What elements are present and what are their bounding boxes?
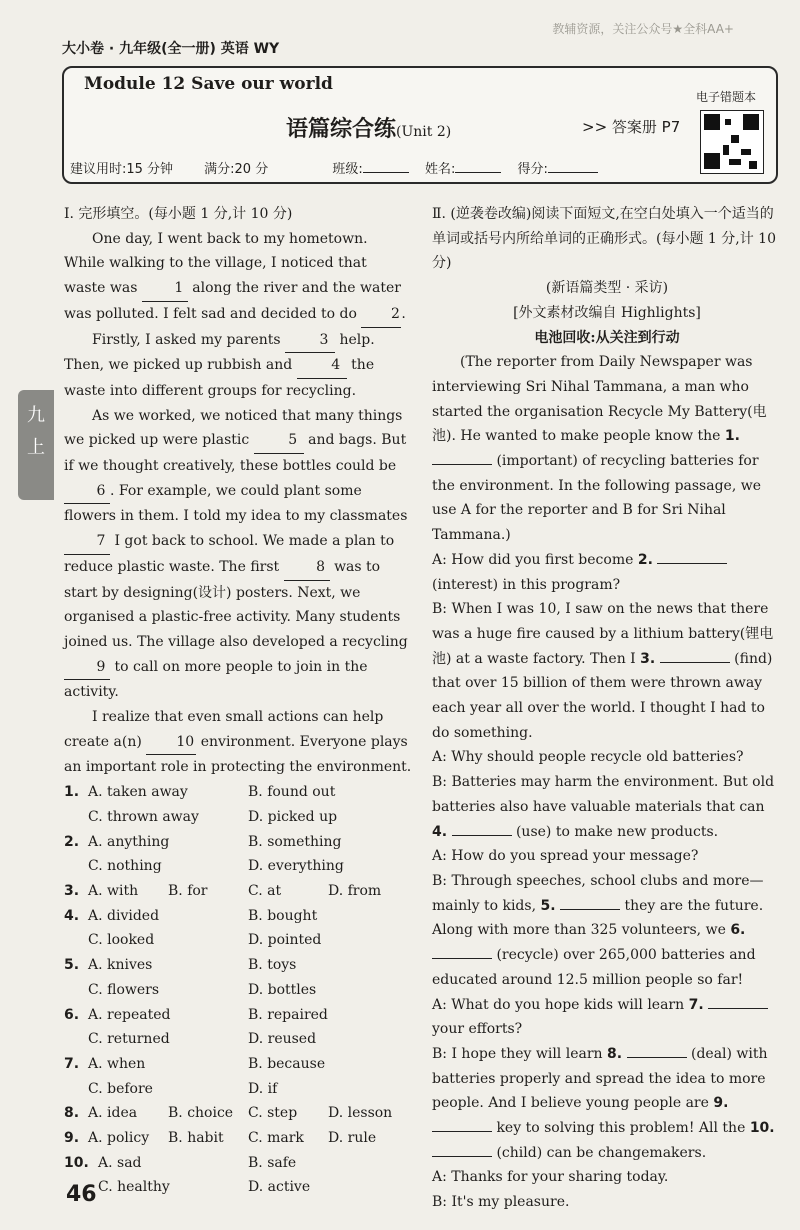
option-row: 2. A. anything B. something	[64, 833, 342, 850]
dialogue-line: B: I hope they will learn 8. (deal) with batteries properly and spread the idea to more people. And I believe young people are 9. key to solving this problem! All the 10. (child) can be changemakers.	[432, 1045, 775, 1161]
dialogue-line: A: Why should people recycle old batteries?	[432, 749, 744, 766]
reading-section	[432, 202, 782, 1215]
dialogue-line: B: Batteries may harm the environment. But old batteries also have valuable materials that can 4. (use) to make new products.	[432, 774, 775, 840]
option-row: 7. A. when B. because	[64, 1055, 326, 1072]
cloze-paragraph-2: Firstly, I asked my parents 3 help. Then, we picked up rubbish and 4 the waste into different groups for recycling.	[64, 328, 412, 404]
option-row: C. before D. if	[88, 1080, 278, 1097]
cloze-heading: Ⅰ. 完形填空。(每小题 1 分,计 10 分)	[64, 206, 293, 222]
cloze-paragraph-3: As we worked, we noticed that many things we picked up were plastic 5 and bags. But if we thought creatively, these bottles could be 6 . For example, we could plant some flowers in them. I told my idea to my classmates 7 I got back to school. We made a plan to reduce plastic waste. The first 8 was to start by designing(设计) posters. Next, we organised a plastic-free activity. Many students joined us. The village also developed a recycling 9 to call on more people to join in the activity.	[64, 407, 408, 701]
option-row: 10. A. sad B. safe	[64, 1154, 297, 1171]
dialogue-line: B: Through speeches, school clubs and more—mainly to kids, 5. they are the future. Along with more than 325 volunteers, we 6. (recycle) over 265,000 batteries and educated around 12.5 million people so far!	[432, 872, 764, 988]
cloze-paragraph-4: I realize that even small actions can help create a(n) 10 environment. Everyone plays an important role in protecting the environment.	[64, 709, 412, 776]
option-row: 1. A. taken away B. found out	[64, 784, 336, 801]
reading-heading: Ⅱ. (逆袭卷改编)阅读下面短文,在空白处填入一个适当的单词或括号内所给单词的正确形式。(每小题 1 分,计 10 分)	[432, 206, 776, 272]
dialogue-line: A: Thanks for your sharing today.	[432, 1169, 669, 1186]
dialogue-line: B: When I was 10, I saw on the news that there was a huge fire caused by a lithium battery(锂电池) at a waste factory. Then I 3. (find) that over 15 billion of them were thrown away each year all over the world. I thought I had to do something.	[432, 601, 774, 741]
option-row: 5. A. knives B. toys	[64, 957, 297, 974]
top-note: 教辅资源，关注公众号★全科AA+	[552, 22, 734, 36]
exam-info: 建议用时:15 分钟 满分:20 分 班级: 姓名: 得分:	[70, 158, 598, 177]
reading-intro: (The reporter from Daily Newspaper was interviewing Sri Nihal Tammana, a man who started the organisation Recycle My Battery(电池). He wanted to make people know the 1. (important) of recycling batteries for the environment. In the following passage, we use A for the reporter and B for Sri Nihal Tammana.)	[432, 354, 767, 544]
cloze-options	[64, 780, 412, 1200]
option-row: 4. A. divided B. bought	[64, 907, 318, 924]
option-row: C. nothing D. everything	[88, 858, 344, 875]
passage-source: [外文素材改编自 Highlights]	[513, 304, 701, 321]
option-row: C. thrown away D. picked up	[88, 808, 338, 825]
dialogue-line: A: How did you first become 2. (interest) in this program?	[432, 548, 782, 597]
grade-side-tab: 九 上	[18, 390, 54, 500]
option-row: C. flowers D. bottles	[88, 981, 317, 998]
cloze-paragraph-1: One day, I went back to my hometown. While walking to the village, I noticed that waste was 1 along the river and the water was polluted. I felt sad and decided to do 2 .	[64, 227, 412, 328]
qr-code[interactable]	[700, 110, 764, 174]
option-row: 8. A. idea B. choice C. step D. lesson	[64, 1105, 393, 1122]
header-box	[62, 66, 778, 184]
dialogue-line: B: It's my pleasure.	[432, 1194, 570, 1211]
passage-title: 电池回收:从关注到行动	[534, 329, 680, 346]
cloze-section	[64, 202, 412, 1200]
qr-label: 电子错题本	[696, 90, 757, 104]
book-title: 大小卷 · 九年级(全一册) 英语 WY	[62, 41, 280, 57]
answer-reference: >> 答案册 P7	[582, 118, 681, 136]
option-row: C. returned D. reused	[88, 1031, 317, 1048]
passage-type: (新语篇类型 · 采访)	[545, 280, 669, 297]
option-row: 6. A. repeated B. repaired	[64, 1006, 328, 1023]
module-title: Module 12 Save our world	[84, 74, 333, 94]
option-row: 3. A. with B. for C. at D. from	[64, 882, 382, 899]
dialogue-line: A: What do you hope kids will learn 7. your efforts?	[432, 993, 782, 1042]
option-row: C. healthy D. active	[98, 1179, 311, 1196]
page-title: 语篇综合练(Unit 2)	[286, 117, 452, 142]
page-number: 46	[66, 1182, 97, 1207]
dialogue-line: A: How do you spread your message?	[432, 848, 699, 865]
option-row: C. looked D. pointed	[88, 932, 322, 949]
option-row: 9. A. policy B. habit C. mark D. rule	[64, 1130, 377, 1147]
